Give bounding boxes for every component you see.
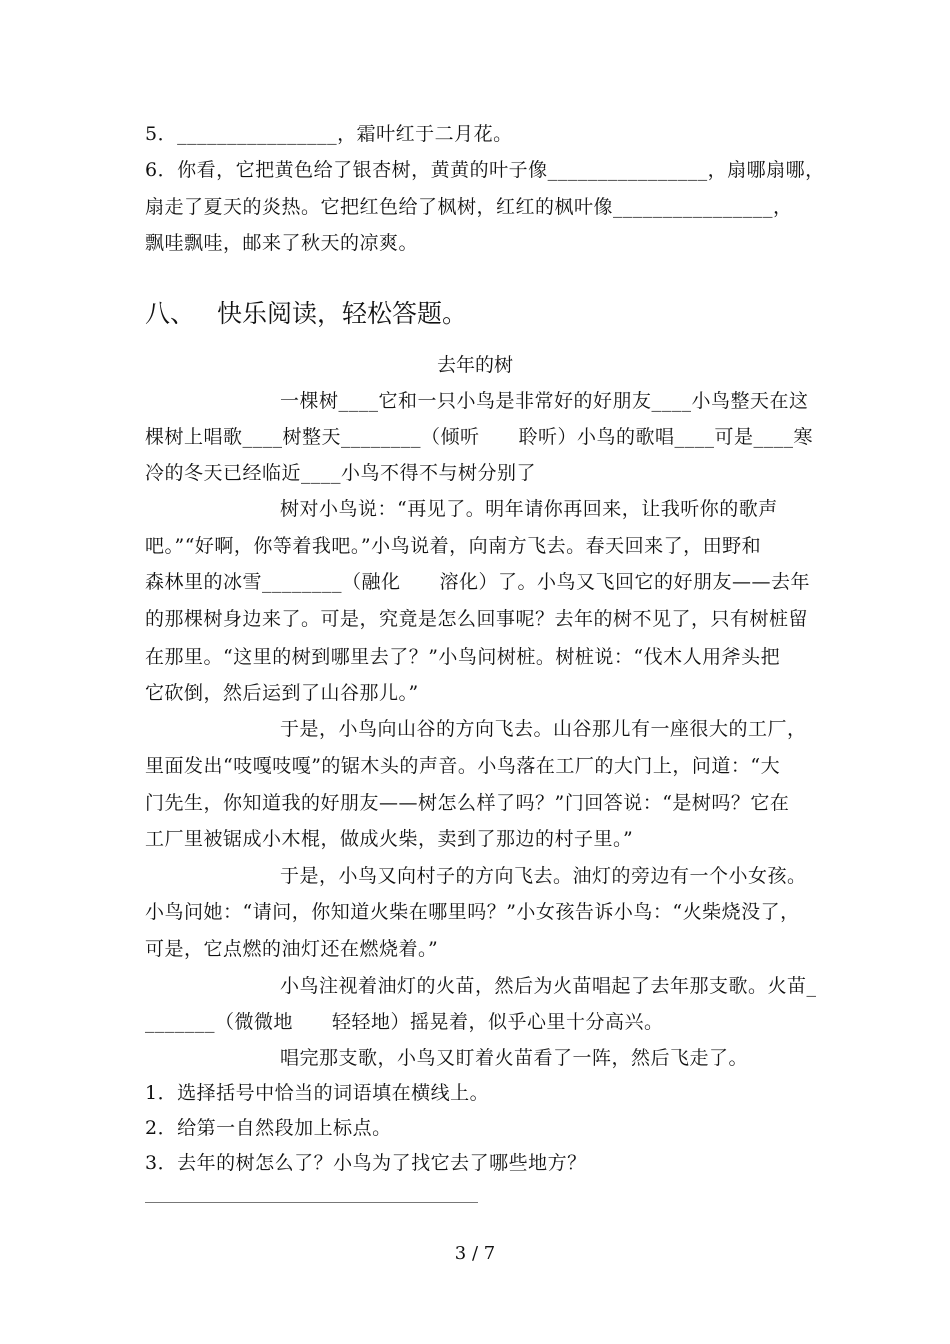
passage-line: 可是，它点燃的油灯还在燃烧着。” xyxy=(145,938,439,960)
passage-line: 树对小鸟说：“再见了。明年请你再回来，让我听你的歌声 xyxy=(280,498,778,520)
passage-line: _______（微微地 轻轻地）摇晃着，似乎心里十分高兴。 xyxy=(145,1011,664,1033)
passage-line: 在那里。“这里的树到哪里去了？”小鸟问树桩。树桩说：“伐木人用斧头把 xyxy=(145,646,781,668)
passage-line: 吧。”“好啊，你等着我吧。”小鸟说着，向南方飞去。春天回来了，田野和 xyxy=(145,535,762,557)
passage-line: 它砍倒，然后运到了山谷那儿。” xyxy=(145,682,419,704)
passage-line: 的那棵树身边来了。可是，究竟是怎么回事呢？去年的树不见了，只有树桩留 xyxy=(145,608,809,630)
passage-line: 冷的冬天已经临近____小鸟不得不与树分别了 xyxy=(145,462,537,484)
fill-item-6-line-1: 6．你看，它把黄色给了银杏树，黄黄的叶子像________________，扇哪扇哪， xyxy=(145,159,825,181)
passage-line: 门先生，你知道我的好朋友——树怎么样了吗？”门回答说：“是树吗？它在 xyxy=(145,792,790,814)
passage-line: 工厂里被锯成小木棍，做成火柴，卖到了那边的村子里。” xyxy=(145,828,634,850)
fill-item-6-line-2: 扇走了夏天的炎热。它把红色给了枫树，红红的枫叶像________________， xyxy=(145,196,793,218)
section-number: 八、 xyxy=(145,299,196,328)
fill-item-5: 5．________________，霜叶红于二月花。 xyxy=(145,123,513,145)
passage-line: 一棵树____它和一只小鸟是非常好的好朋友____小鸟整天在这 xyxy=(280,390,809,412)
question-2: 2．给第一自然段加上标点。 xyxy=(145,1117,392,1139)
passage-line: 于是，小鸟向山谷的方向飞去。山谷那儿有一座很大的工厂， xyxy=(280,718,807,740)
section-heading xyxy=(145,298,467,330)
passage-line: 于是，小鸟又向村子的方向飞去。油灯的旁边有一个小女孩。 xyxy=(280,865,807,887)
passage-line: 小鸟注视着油灯的火苗，然后为火苗唱起了去年那支歌。火苗_ xyxy=(280,975,817,997)
story-title: 去年的树 xyxy=(436,354,513,376)
fill-item-6-line-3: 飘哇飘哇，邮来了秋天的凉爽。 xyxy=(145,232,419,254)
passage-line: 棵树上唱歌____树整天________（倾听 聆听）小鸟的歌唱____可是____寒 xyxy=(145,426,814,448)
passage-line: 森林里的冰雪________（融化 溶化）了。小鸟又飞回它的好朋友——去年 xyxy=(145,571,811,593)
section-title: 快乐阅读，轻松答题。 xyxy=(217,299,468,328)
passage-line: 唱完那支歌，小鸟又盯着火苗看了一阵，然后飞走了。 xyxy=(280,1047,749,1069)
page-number: 3 / 7 xyxy=(454,1243,496,1264)
passage-line: 里面发出“吱嘎吱嘎”的锯木头的声音。小鸟落在工厂的大门上，问道：“大 xyxy=(145,755,781,777)
question-1: 1．选择括号中恰当的词语填在横线上。 xyxy=(145,1082,490,1104)
answer-line xyxy=(145,1202,478,1203)
question-3: 3．去年的树怎么了？小鸟为了找它去了哪些地方？ xyxy=(145,1152,587,1174)
passage-line: 小鸟问她：“请问，你知道火柴在哪里吗？”小女孩告诉小鸟：“火柴烧没了， xyxy=(145,901,800,923)
